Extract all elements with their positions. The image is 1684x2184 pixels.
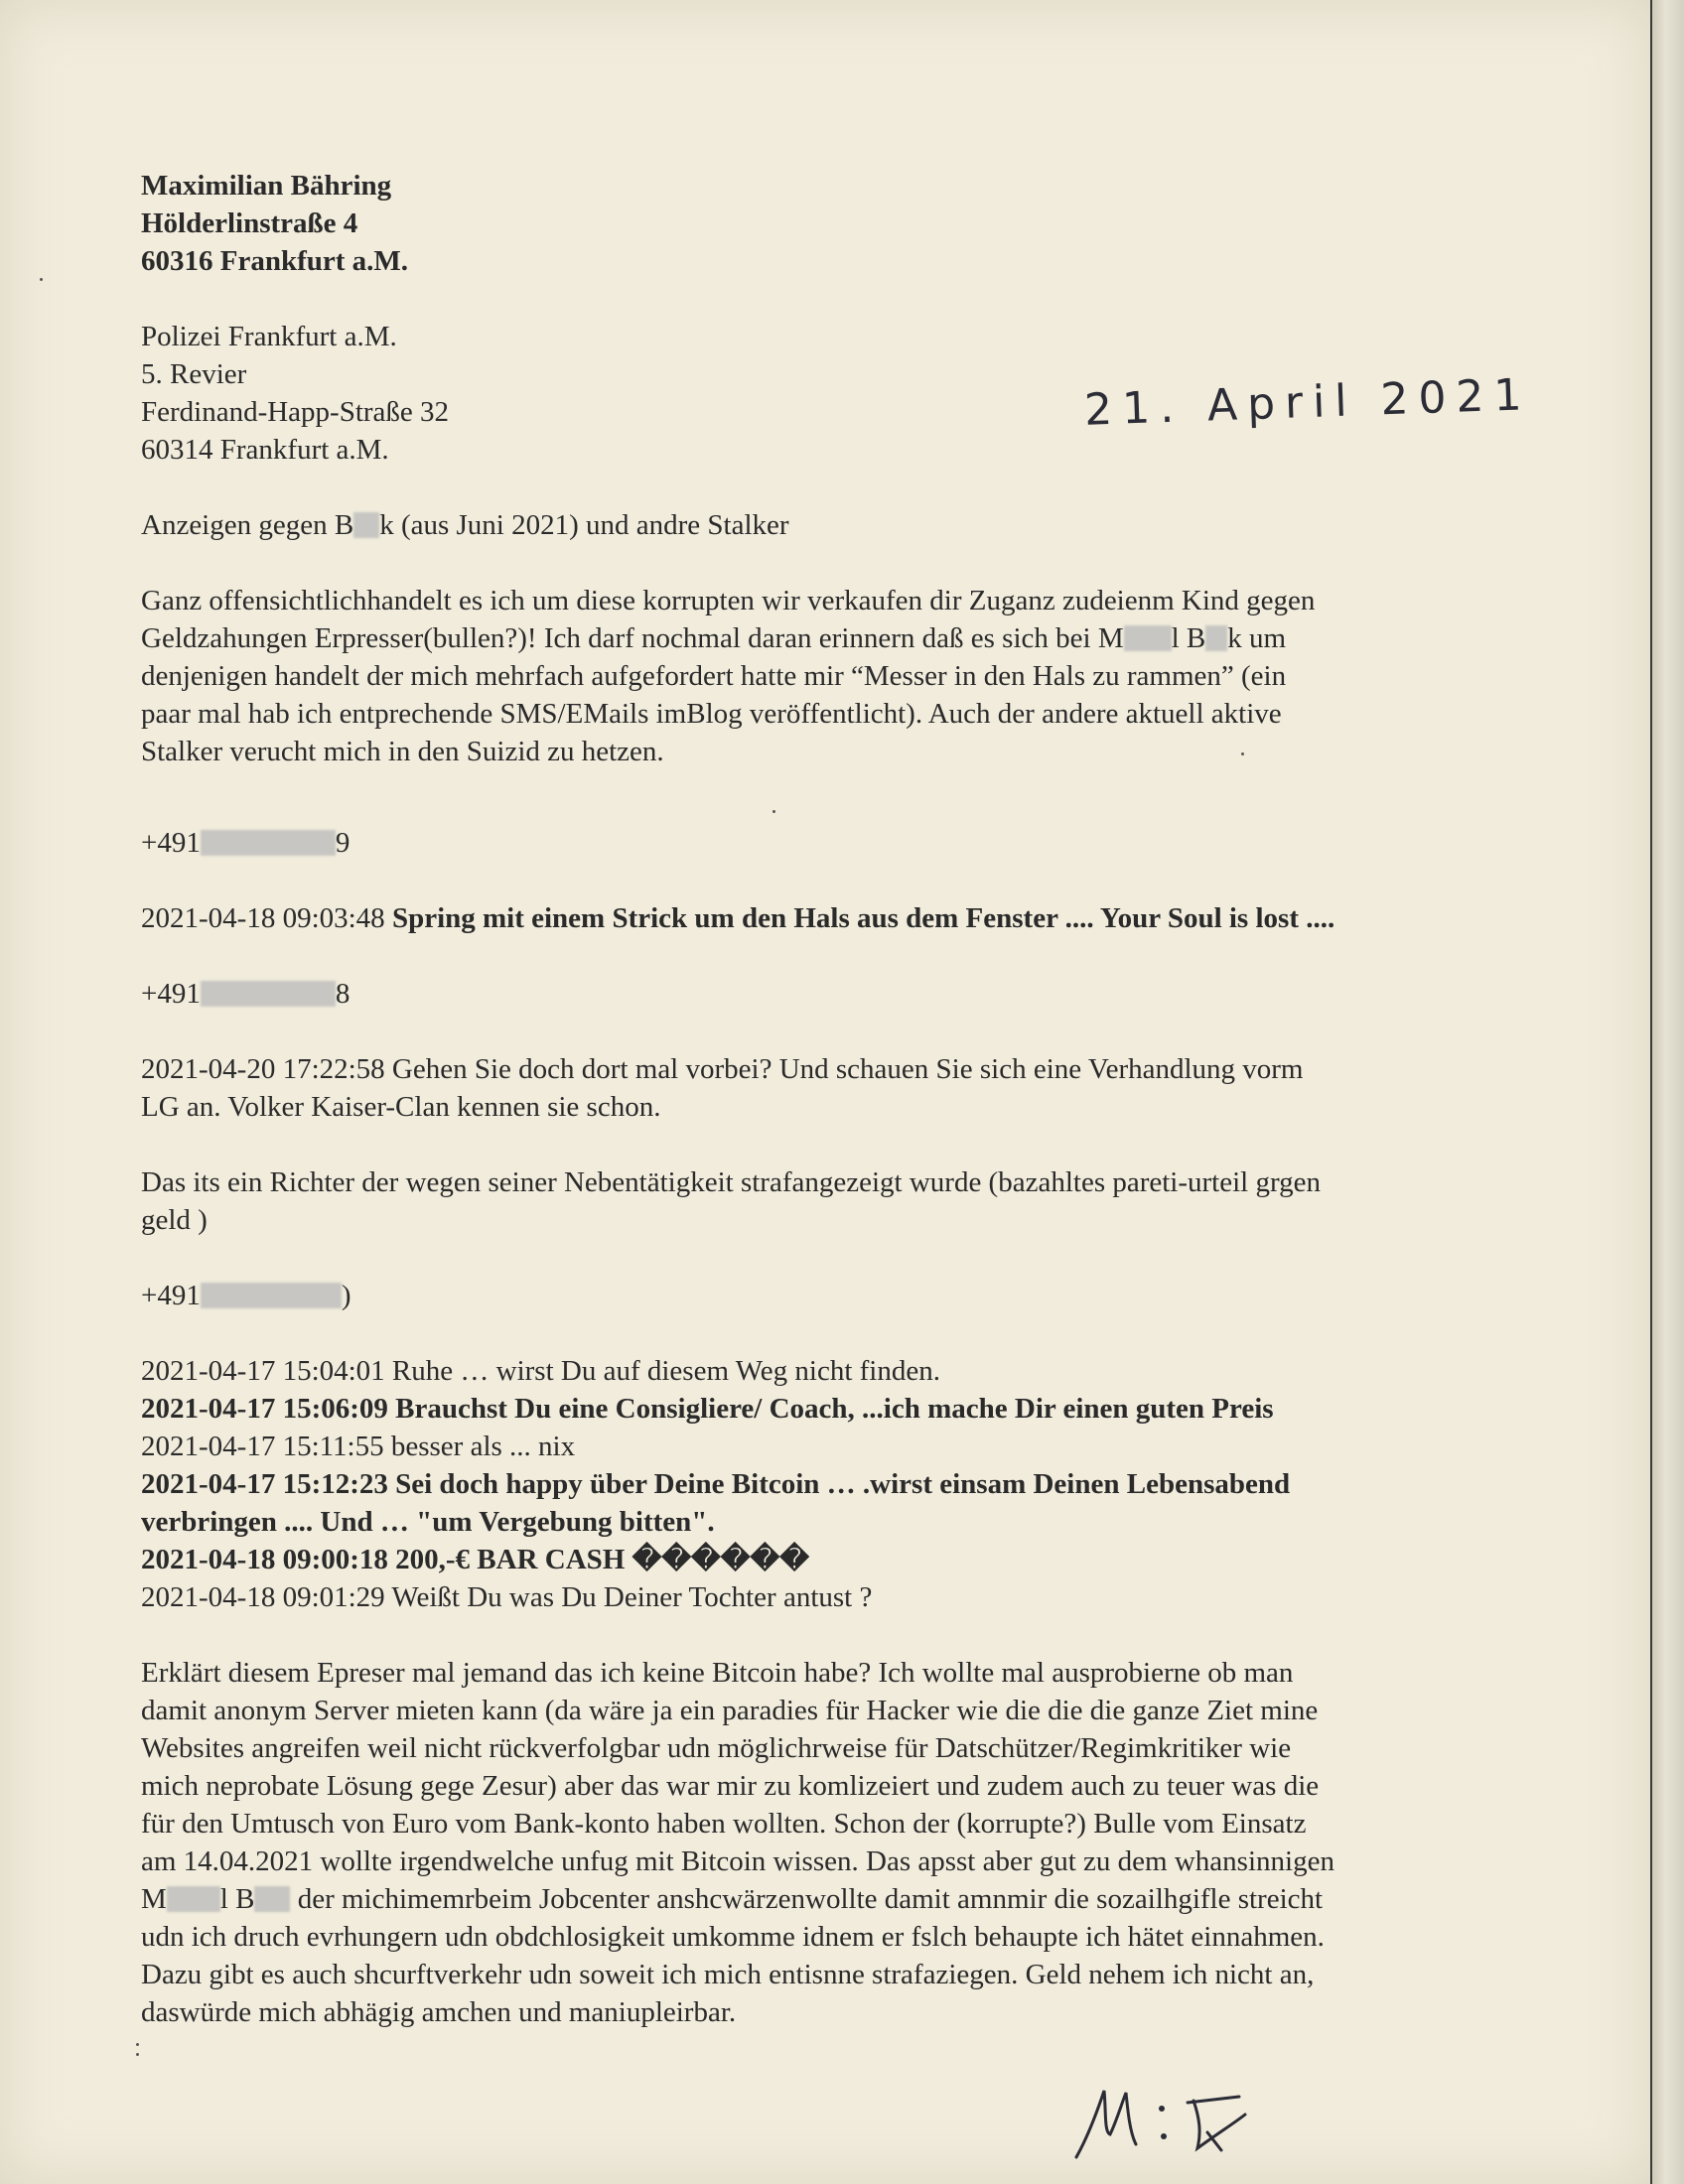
message-text: Spring mit einem Strick um den Hals aus dem Fenster .... Your Soul is lost ....	[391, 902, 1335, 934]
paragraph-line: Das its ein Richter der wegen seiner Nebentätigkeit strafangezeigt wurde (bazahltes pareti-urteil grgen	[141, 1166, 1321, 1198]
note-paragraph	[141, 1163, 1531, 1239]
phone-prefix: +491	[141, 978, 201, 1010]
message-line: 2021-04-20 17:22:58 Gehen Sie doch dort mal vorbei? Und schauen Sie sich eine Verhandlung vorm	[141, 1053, 1304, 1085]
paragraph-line: am 14.04.2021 wollte irgendwelche unfug mit Bitcoin wissen. Das apsst aber gut zu dem whansinnigen	[141, 1845, 1334, 1877]
paragraph-line: paar mal hab ich entprechende SMS/EMails imBlog veröffentlicht). Auch der andere aktuell aktive	[141, 698, 1282, 730]
text-span: der michimemrbeim Jobcenter anshcwärzenwollte damit amnmir die sozailhgifle streicht	[290, 1883, 1324, 1915]
message-line: 2021-04-18 09:00:18 200,-€ BAR CASH ������	[141, 1544, 810, 1575]
recipient-line: Polizei Frankfurt a.M.	[141, 321, 397, 352]
paragraph-line: Websites angreifen weil nicht rückverfolgbar udn möglichrweise für Datschützer/Regimkritiker wie	[141, 1732, 1292, 1764]
phone-prefix: +491	[141, 827, 201, 859]
message-list	[141, 1352, 1531, 1616]
message-line: 2021-04-17 15:04:01 Ruhe … wirst Du auf diesem Weg nicht finden.	[141, 1355, 940, 1387]
recipient-line: 5. Revier	[141, 358, 247, 390]
message-line: verbringen .... Und … "um Vergebung bitten".	[141, 1506, 715, 1538]
message-line: 2021-04-17 15:11:55 besser als ... nix	[141, 1431, 576, 1462]
phone-number	[141, 975, 1531, 1013]
paragraph-line: Ganz offensichtlichhandelt es ich um diese korrupten wir verkaufen dir Zuganz zudeienm Kind gegen	[141, 585, 1316, 616]
redaction	[167, 1886, 220, 1912]
message-line: 2021-04-17 15:06:09 Brauchst Du eine Consigliere/ Coach, ...ich mache Dir einen guten Preis	[141, 1393, 1274, 1425]
paragraph-line: damit anonym Server mieten kann (da wäre ja ein paradies für Hacker wie die die die ganze Ziet mine	[141, 1695, 1319, 1726]
redaction	[201, 830, 336, 856]
scan-speck	[40, 278, 43, 281]
recipient-line: 60314 Frankfurt a.M.	[141, 434, 389, 466]
message-timestamp: 2021-04-18 09:03:48	[141, 902, 392, 934]
paragraph-line: Erklärt diesem Epreser mal jemand das ich keine Bitcoin habe? Ich wollte mal ausprobierne ob man	[141, 1657, 1294, 1689]
redaction	[201, 981, 336, 1007]
page-edge	[1650, 0, 1684, 2184]
subject-suffix: k (aus Juni 2021) und andre Stalker	[379, 509, 789, 541]
text-span: k um	[1227, 622, 1287, 654]
paragraph-line: denjenigen handelt der mich mehrfach aufgefordert hatte mir “Messer in den Hals zu rammen” (ein	[141, 660, 1287, 692]
paragraph-line: geld )	[141, 1204, 208, 1236]
sender-street: Hölderlinstraße 4	[141, 207, 358, 239]
subject-line	[141, 506, 1531, 544]
redaction	[201, 1283, 342, 1308]
scan-speck	[136, 2043, 139, 2046]
phone-suffix: 9	[335, 827, 351, 859]
scan-speck	[136, 2053, 139, 2056]
signature	[1070, 2063, 1269, 2172]
paragraph-line	[141, 1880, 1531, 1918]
handwritten-date: 21. April 2021	[1083, 369, 1533, 436]
phone-number	[141, 824, 1531, 862]
message-line	[141, 899, 1531, 937]
paragraph-line	[141, 619, 1531, 657]
redaction	[1124, 625, 1172, 651]
sender-city: 60316 Frankfurt a.M.	[141, 245, 409, 277]
sender-name: Maximilian Bähring	[141, 170, 392, 202]
message-line: 2021-04-17 15:12:23 Sei doch happy über Deine Bitcoin … .wirst einsam Deinen Lebensabend	[141, 1468, 1291, 1500]
phone-number	[141, 1277, 1531, 1314]
letter-body	[141, 167, 1531, 2031]
scan-speck	[1241, 752, 1244, 755]
text-span: l B	[1171, 622, 1206, 654]
phone-suffix: )	[341, 1280, 351, 1311]
message-block	[141, 1050, 1531, 1126]
sender-address	[141, 167, 1531, 280]
paragraph-line: für den Umtusch von Euro vom Bank-konto haben wollten. Schon der (korrupte?) Bulle vom Einsatz	[141, 1808, 1307, 1840]
scan-speck	[772, 810, 775, 813]
paragraph-line: mich neprobate Lösung gege Zesur) aber das war mir zu komlizeiert und zudem auch zu teuer was die	[141, 1770, 1320, 1802]
phone-prefix: +491	[141, 1280, 201, 1311]
text-span: M	[141, 1883, 167, 1915]
phone-suffix: 8	[335, 978, 351, 1010]
subject-prefix: Anzeigen gegen B	[141, 509, 354, 541]
text-span: Geldzahungen Erpresser(bullen?)! Ich darf nochmal daran erinnern daß es sich bei M	[141, 622, 1124, 654]
redaction	[254, 1886, 290, 1912]
redaction	[1205, 625, 1227, 651]
intro-paragraph	[141, 582, 1531, 770]
paragraph-line: Stalker verucht mich in den Suizid zu hetzen.	[141, 736, 664, 767]
message-line: LG an. Volker Kaiser-Clan kennen sie schon.	[141, 1091, 661, 1123]
redaction	[353, 512, 379, 538]
paragraph-line: udn ich druch evrhungern udn obdchlosigkeit umkomme idnem er fslch behaupte ich hätet einnahmen.	[141, 1921, 1325, 1953]
text-span: l B	[219, 1883, 255, 1915]
closing-paragraph	[141, 1654, 1531, 2031]
paragraph-line: Dazu gibt es auch shcurftverkehr udn soweit ich mich entisnne strafaziegen. Geld nehem ich nicht an,	[141, 1959, 1315, 1990]
recipient-line: Ferdinand-Happ-Straße 32	[141, 396, 450, 428]
paragraph-line: daswürde mich abhägig amchen und maniupleirbar.	[141, 1996, 737, 2028]
message-line: 2021-04-18 09:01:29 Weißt Du was Du Deiner Tochter antust ?	[141, 1581, 873, 1613]
